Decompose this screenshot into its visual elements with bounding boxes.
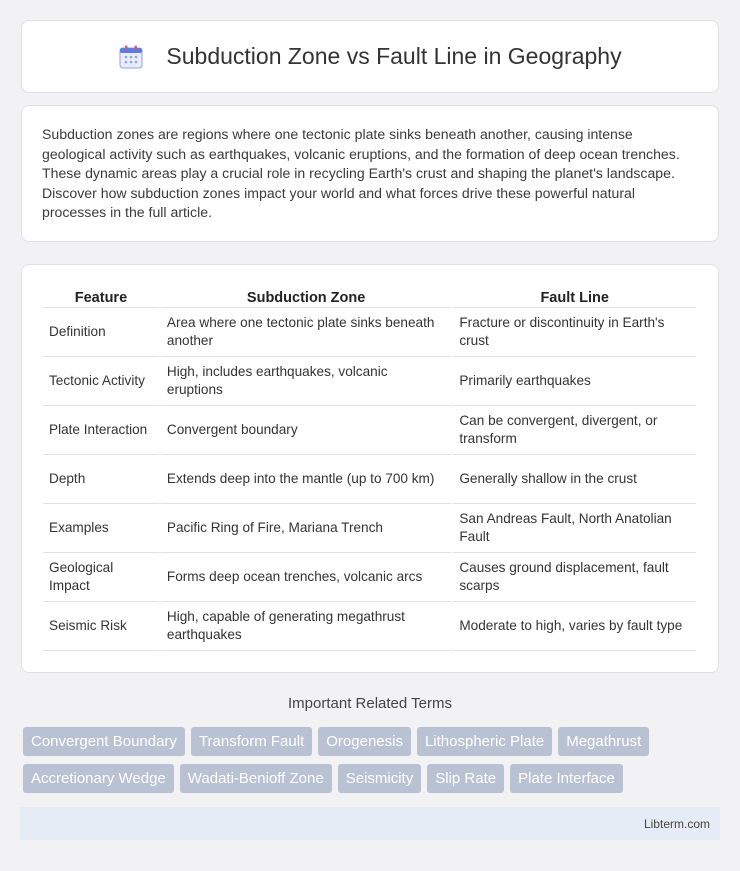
header-fault-line: Fault Line [453, 285, 696, 308]
fault-cell: Fracture or discontinuity in Earth's crust [453, 308, 696, 357]
feature-cell: Tectonic Activity [43, 357, 159, 406]
calendar-icon [118, 44, 144, 70]
subduction-cell: High, includes earthquakes, volcanic eruptions [161, 357, 451, 406]
fault-cell: Causes ground displacement, fault scarps [453, 553, 696, 602]
comparison-table [41, 285, 698, 651]
footer [20, 807, 720, 840]
related-term-tag[interactable]: Lithospheric Plate [417, 727, 552, 756]
feature-cell: Depth [43, 455, 159, 504]
table-row [43, 602, 696, 651]
feature-cell: Definition [43, 308, 159, 357]
fault-cell: Moderate to high, varies by fault type [453, 602, 696, 651]
related-term-tag[interactable]: Seismicity [338, 764, 422, 793]
related-terms-title: Important Related Terms [288, 695, 452, 712]
subduction-cell: Convergent boundary [161, 406, 451, 455]
table-row [43, 406, 696, 455]
table-row [43, 553, 696, 602]
header-feature: Feature [43, 285, 159, 308]
related-term-tag[interactable]: Megathrust [558, 727, 649, 756]
feature-cell: Seismic Risk [43, 602, 159, 651]
subduction-cell: Pacific Ring of Fire, Mariana Trench [161, 504, 451, 553]
fault-cell: San Andreas Fault, North Anatolian Fault [453, 504, 696, 553]
title-card [21, 20, 719, 93]
table-row [43, 455, 696, 504]
feature-cell: Examples [43, 504, 159, 553]
subduction-cell: Area where one tectonic plate sinks beneath another [161, 308, 451, 357]
fault-cell: Generally shallow in the crust [453, 455, 696, 504]
related-terms-list [23, 727, 723, 793]
page-title: Subduction Zone vs Fault Line in Geography [166, 43, 622, 69]
intro-card [21, 105, 719, 242]
header-subduction-zone: Subduction Zone [161, 285, 451, 308]
related-term-tag[interactable]: Wadati-Benioff Zone [180, 764, 332, 793]
fault-cell: Primarily earthquakes [453, 357, 696, 406]
feature-cell: Plate Interaction [43, 406, 159, 455]
related-term-tag[interactable]: Convergent Boundary [23, 727, 185, 756]
subduction-cell: High, capable of generating megathrust earthquakes [161, 602, 451, 651]
subduction-cell: Forms deep ocean trenches, volcanic arcs [161, 553, 451, 602]
subduction-cell: Extends deep into the mantle (up to 700 km) [161, 455, 451, 504]
related-term-tag[interactable]: Transform Fault [191, 727, 312, 756]
related-term-tag[interactable]: Accretionary Wedge [23, 764, 174, 793]
fault-cell: Can be convergent, divergent, or transform [453, 406, 696, 455]
table-row [43, 504, 696, 553]
feature-cell: Geological Impact [43, 553, 159, 602]
table-header-row [43, 285, 696, 308]
comparison-card [21, 264, 719, 673]
footer-site-link[interactable]: Libterm.com [643, 816, 710, 831]
table-row [43, 357, 696, 406]
intro-paragraph: Subduction zones are regions where one tectonic plate sinks beneath another, causing intense geological activity such as earthquakes, volcanic eruptions, and the formation of deep ocean trenches. These dynamic areas play a crucial role in recycling Earth's crust and shaping the planet's landscape. Discover how subduction zones impact your world and what forces drive these powerful natural processes in the full article. [42, 126, 680, 221]
table-row [43, 308, 696, 357]
related-term-tag[interactable]: Plate Interface [510, 764, 623, 793]
related-term-tag[interactable]: Slip Rate [427, 764, 504, 793]
related-term-tag[interactable]: Orogenesis [318, 727, 411, 756]
